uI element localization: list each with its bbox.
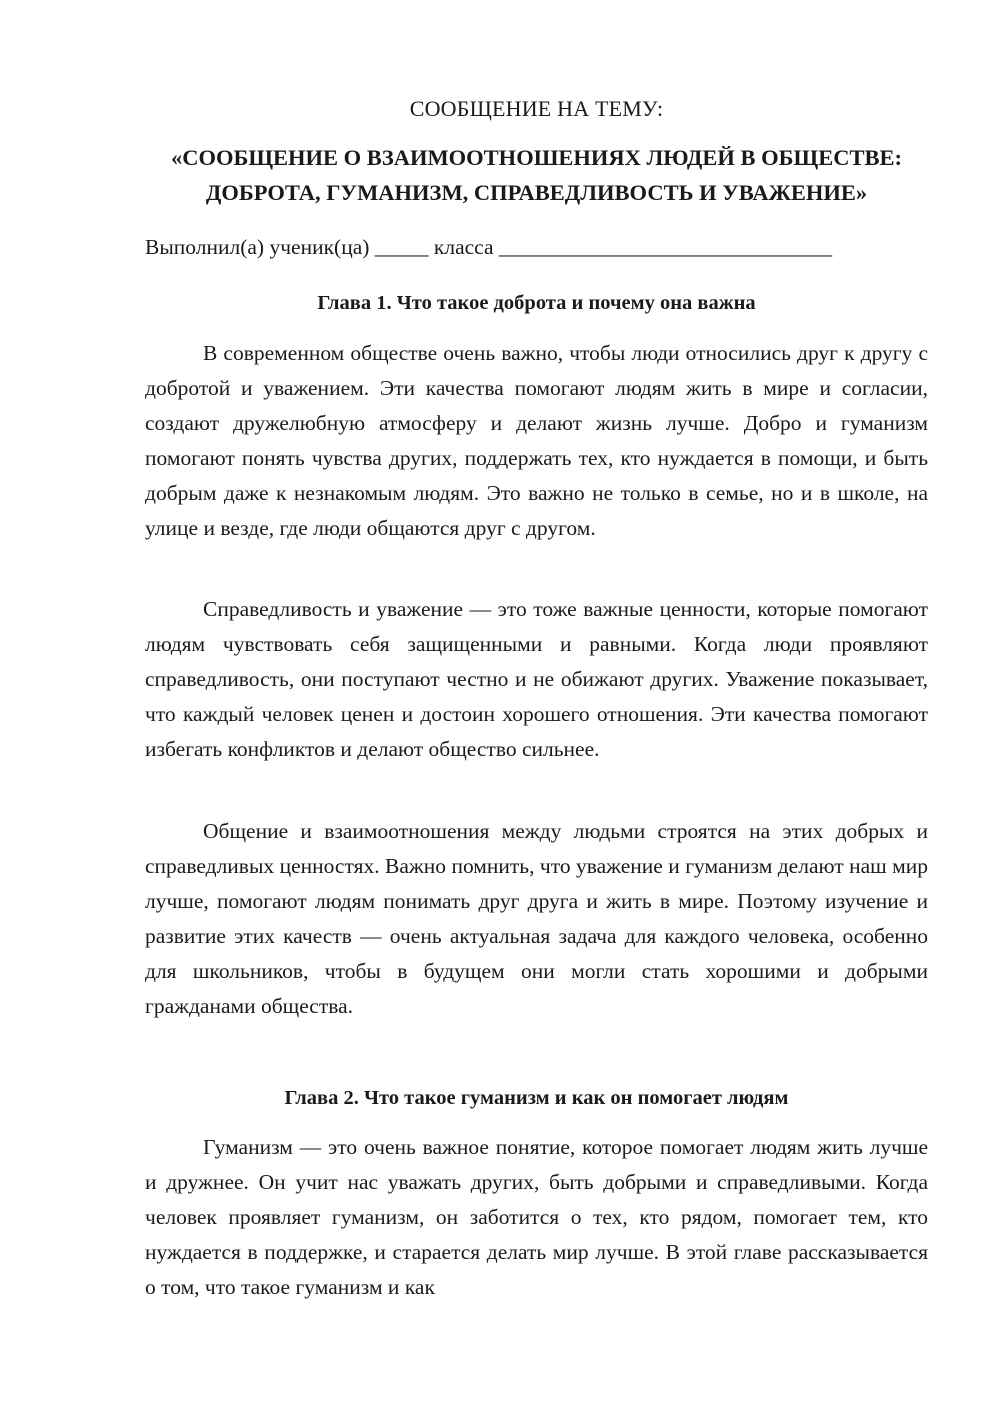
- document-title-line-2: ДОБРОТА, ГУМАНИЗМ, СПРАВЕДЛИВОСТЬ И УВАЖЕНИЕ»: [205, 180, 868, 205]
- document-title: [145, 140, 928, 210]
- document-title-line-1: «СООБЩЕНИЕ О ВЗАИМООТНОШЕНИЯХ ЛЮДЕЙ В ОБЩЕСТВЕ:: [170, 145, 903, 170]
- chapter-1-heading: Глава 1. Что такое доброта и почему она важна: [317, 292, 756, 314]
- author-line: Выполнил(а) ученик(ца) _____ класса _______________________________: [145, 235, 833, 259]
- document-header-label: СООБЩЕНИЕ НА ТЕМУ:: [409, 96, 664, 121]
- chapter-2-paragraph-1: Гуманизм — это очень важное понятие, которое помогает людям жить лучше и дружнее. Он учит нас уважать других, быть добрыми и справедливыми. Когда человек проявляет гуманизм, он заботится о тех, кто рядом, помогает тем, кто нуждается в поддержке, и старается делать мир лучше. В этой главе рассказывается о том, что такое гуманизм и как: [145, 1135, 928, 1299]
- chapter-1-paragraph-3: Общение и взаимоотношения между людьми строятся на этих добрых и справедливых ценностях. Важно помнить, что уважение и гуманизм делают наш мир лучше, помогают людям понимать друг друга и жить в мире. Поэтому изучение и развитие этих качеств — очень актуальная задача для каждого человека, особенно для школьников, чтобы в будущем они могли стать хорошими и добрыми гражданами общества.: [145, 819, 928, 1018]
- chapter-2-heading: Глава 2. Что такое гуманизм и как он помогает людям: [284, 1087, 789, 1109]
- chapter-1-paragraph-2: Справедливость и уважение — это тоже важные ценности, которые помогают людям чувствовать себя защищенными и равными. Когда люди проявляют справедливость, они поступают честно и не обижают других. Уважение показывает, что каждый человек ценен и достоин хорошего отношения. Эти качества помогают избегать конфликтов и делают общество сильнее.: [145, 597, 928, 761]
- chapter-1-paragraph-1: В современном обществе очень важно, чтобы люди относились друг к другу с добротой и уважением. Эти качества помогают людям жить в мире и согласии, создают дружелюбную атмосферу и делают жизнь лучше. Добро и гуманизм помогают понять чувства других, поддержать тех, кто нуждается в помощи, и быть добрым даже к незнакомым людям. Это важно не только в семье, но и в школе, на улице и везде, где люди общаются друг с другом.: [145, 341, 928, 540]
